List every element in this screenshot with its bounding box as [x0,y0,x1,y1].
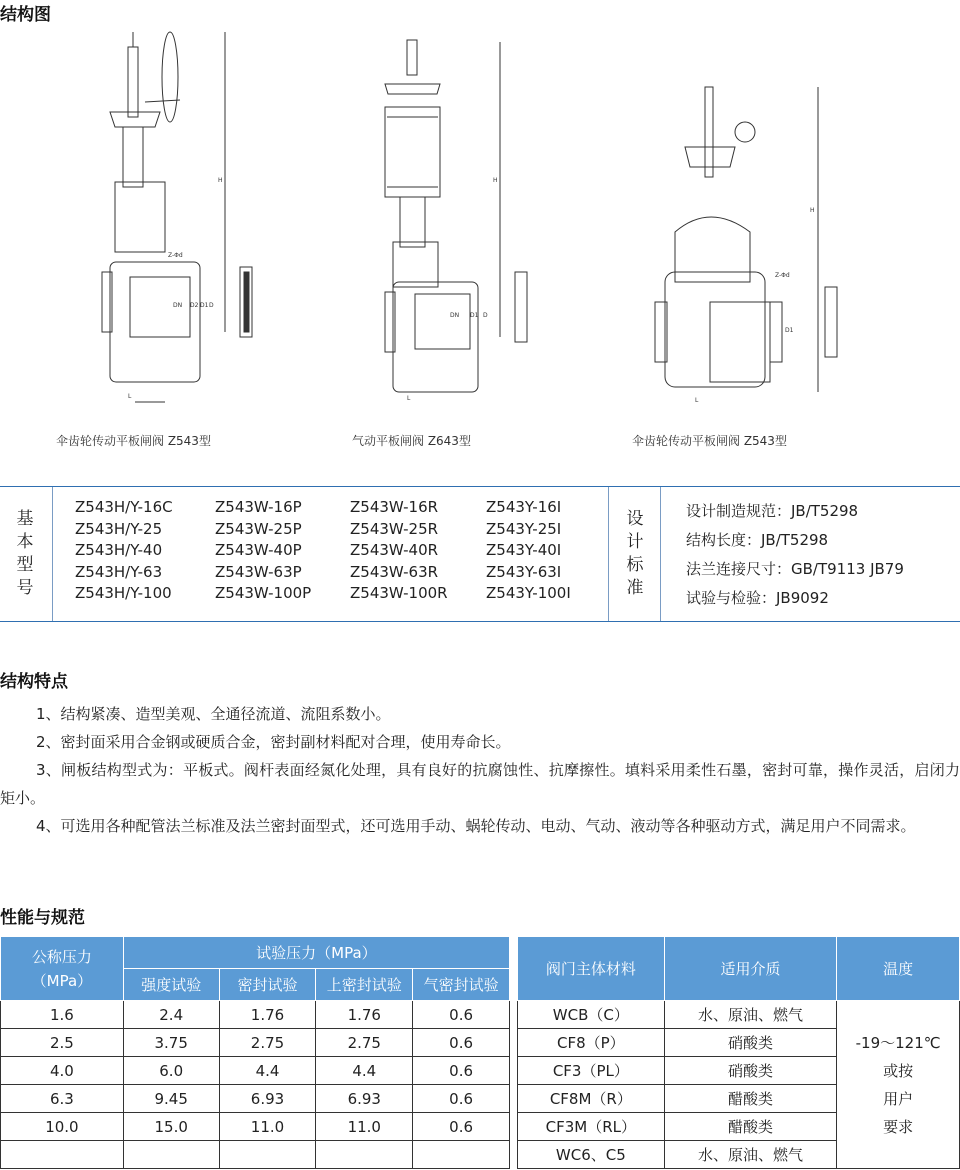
cell: 6.0 [123,1057,219,1085]
cell: 1.76 [316,1001,413,1029]
models-label [0,487,50,621]
caption-diagram-3: 伞齿轮传动平板闸阀 Z543型 [632,434,787,448]
cell: 1.6 [1,1001,124,1029]
cell: 9.45 [123,1085,219,1113]
label-zd: Z-Φd [168,252,183,259]
cell: 水、原油、燃气 [664,1141,837,1169]
label-H: H [218,177,223,184]
model-column-4 [486,497,571,605]
cell: 6.93 [316,1085,413,1113]
standard-item: 试验与检验：JB9092 [686,589,829,607]
label-D: D [209,302,214,309]
diagram-pneumatic-valve [375,32,575,416]
temperature-line: 要求 [883,1117,914,1136]
model-item: Z543W-63R [350,562,439,581]
label-zd-3: Z-Φd [775,272,790,279]
cell: 0.6 [413,1057,510,1085]
standard-item: 设计制造规范：JB/T5298 [686,502,859,520]
material-header: 适用介质 [664,937,837,1001]
cell: 0.6 [413,1113,510,1141]
temperature-line: 用户 [883,1089,914,1108]
label-D1: D1 [200,302,209,309]
cell: 0.6 [413,1029,510,1057]
cell: 6.93 [219,1085,316,1113]
models-label-char: 本 [16,532,34,552]
temperature-line: -19～121℃ [855,1033,941,1052]
label-L-3: L [695,397,699,404]
model-item: Z543W-40R [350,541,439,559]
material-header: 阀门主体材料 [518,937,665,1001]
cell: 0.6 [413,1085,510,1113]
cell: 15.0 [123,1113,219,1141]
cell: 11.0 [219,1113,316,1141]
cell: 3.75 [123,1029,219,1057]
table-row [1,1141,510,1169]
cell: 4.4 [316,1057,413,1085]
cell: 硝酸类 [664,1057,837,1085]
pressure-subheader: 气密封试验 [413,969,510,1001]
table-row [1,1113,510,1141]
pressure-subheader: 强度试验 [123,969,219,1001]
feature-item: 3、闸板结构型式为：平板式。阀杆表面经氮化处理，具有良好的抗腐蚀性、抗摩擦性。填料采用柔性石墨，密封可靠，操作灵活，启闭力矩小。 [0,761,960,807]
cell: 2.75 [219,1029,316,1057]
features-title: 结构特点 [0,672,68,692]
standard-item: 结构长度：JB/T5298 [686,531,829,549]
table-row [518,1001,960,1029]
model-item: Z543W-63P [215,562,302,581]
cell: WC6、C5 [518,1141,665,1169]
label-L-2: L [407,395,411,402]
model-column-3 [350,497,448,605]
feature-item: 4、可选用各种配管法兰标准及法兰密封面型式，还可选用手动、蜗轮传动、电动、气动、液动等各种驱动方式，满足用户不同需求。 [36,817,916,835]
cell: 醋酸类 [664,1085,837,1113]
diagram-bevel-gear-valve-2 [650,32,870,416]
caption-diagram-2: 气动平板闸阀 Z643型 [352,434,471,448]
models-label-char: 号 [16,578,34,598]
model-item: Z543W-100P [215,584,312,602]
pressure-subheader: 密封试验 [219,969,316,1001]
cell: 醋酸类 [664,1113,837,1141]
cell: 6.3 [1,1085,124,1113]
cell: CF3M（RL） [518,1113,665,1141]
label-D1-3: D1 [785,327,794,334]
cell: 4.0 [1,1057,124,1085]
standard-item: 法兰连接尺寸：GB/T9113 JB79 [686,560,904,578]
feature-item: 1、结构紧凑、造型美观、全通径流道、流阻系数小。 [36,705,391,723]
model-item: Z543Y-40I [486,541,562,559]
table-row [1,1029,510,1057]
label-H-3: H [810,207,815,214]
pressure-subheader: 上密封试验 [316,969,413,1001]
structure-title: 结构图 [0,5,51,25]
standards-list [686,497,904,613]
cell: 1.76 [219,1001,316,1029]
model-item: Z543W-40P [215,541,302,559]
label-D2: D2 [190,302,199,309]
model-item: Z543H/Y-25 [75,519,163,538]
model-item: Z543Y-100I [486,584,571,602]
divider [660,487,661,621]
label-L: L [128,393,132,400]
cell [413,1141,510,1169]
header-text: 公称压力 [31,947,92,966]
model-item: Z543W-25R [350,519,439,538]
table-row [1,1057,510,1085]
cell: CF8（P） [518,1029,665,1057]
divider [52,487,53,621]
temperature-cell [837,1001,960,1169]
label-DN-2: DN [450,312,460,319]
label-H-2: H [493,177,498,184]
cell [316,1141,413,1169]
material-table [517,936,960,1169]
standards-label-char: 标 [626,555,644,575]
cell: WCB（C） [518,1001,665,1029]
model-column-1 [75,497,173,605]
table-row [1,1001,510,1029]
cell [1,1141,124,1169]
divider [608,487,609,621]
cell: 10.0 [1,1113,124,1141]
diagram-bevel-gear-valve-1 [90,32,290,416]
standards-label [610,487,660,621]
cell: CF8M（R） [518,1085,665,1113]
cell: 2.75 [316,1029,413,1057]
model-item: Z543W-16R [350,498,439,516]
cell: 硝酸类 [664,1029,837,1057]
features-list [0,700,960,840]
caption-diagram-1: 伞齿轮传动平板闸阀 Z543型 [56,434,211,448]
cell: 4.4 [219,1057,316,1085]
model-item: Z543H/Y-63 [75,562,163,581]
pressure-table [0,936,510,1169]
model-item: Z543Y-63I [486,562,562,581]
standards-label-char: 设 [626,509,644,529]
model-item: Z543H/Y-40 [75,541,163,559]
cell: 水、原油、燃气 [664,1001,837,1029]
model-item: Z543H/Y-100 [75,584,172,602]
cell: 0.6 [413,1001,510,1029]
label-D-2: D [483,312,488,319]
pressure-header-test: 试验压力（MPa） [123,937,509,969]
cell: 11.0 [316,1113,413,1141]
model-item: Z543H/Y-16C [75,498,173,516]
table-row [1,1085,510,1113]
model-table [0,486,960,622]
model-item: Z543W-16P [215,498,302,516]
performance-title: 性能与规范 [0,908,85,928]
models-label-char: 基 [16,509,34,529]
feature-item: 2、密封面采用合金钢或硬质合金，密封副材料配对合理，使用寿命长。 [36,733,511,751]
cell [123,1141,219,1169]
material-header: 温度 [837,937,960,1001]
temperature-line: 或按 [883,1061,914,1080]
model-item: Z543Y-25I [486,519,562,538]
pressure-header-nominal [1,937,124,1001]
cell: 2.5 [1,1029,124,1057]
model-item: Z543W-100R [350,584,448,602]
cell [219,1141,316,1169]
label-DN: DN [173,302,183,309]
model-column-2 [215,497,311,605]
models-label-char: 型 [16,555,34,575]
cell: 2.4 [123,1001,219,1029]
model-item: Z543W-25P [215,519,302,538]
label-D1-2: D1 [470,312,479,319]
cell: CF3（PL） [518,1057,665,1085]
header-text: （MPa） [31,971,93,990]
standards-label-char: 计 [626,532,644,552]
standards-label-char: 准 [626,578,644,598]
model-item: Z543Y-16I [486,498,562,516]
